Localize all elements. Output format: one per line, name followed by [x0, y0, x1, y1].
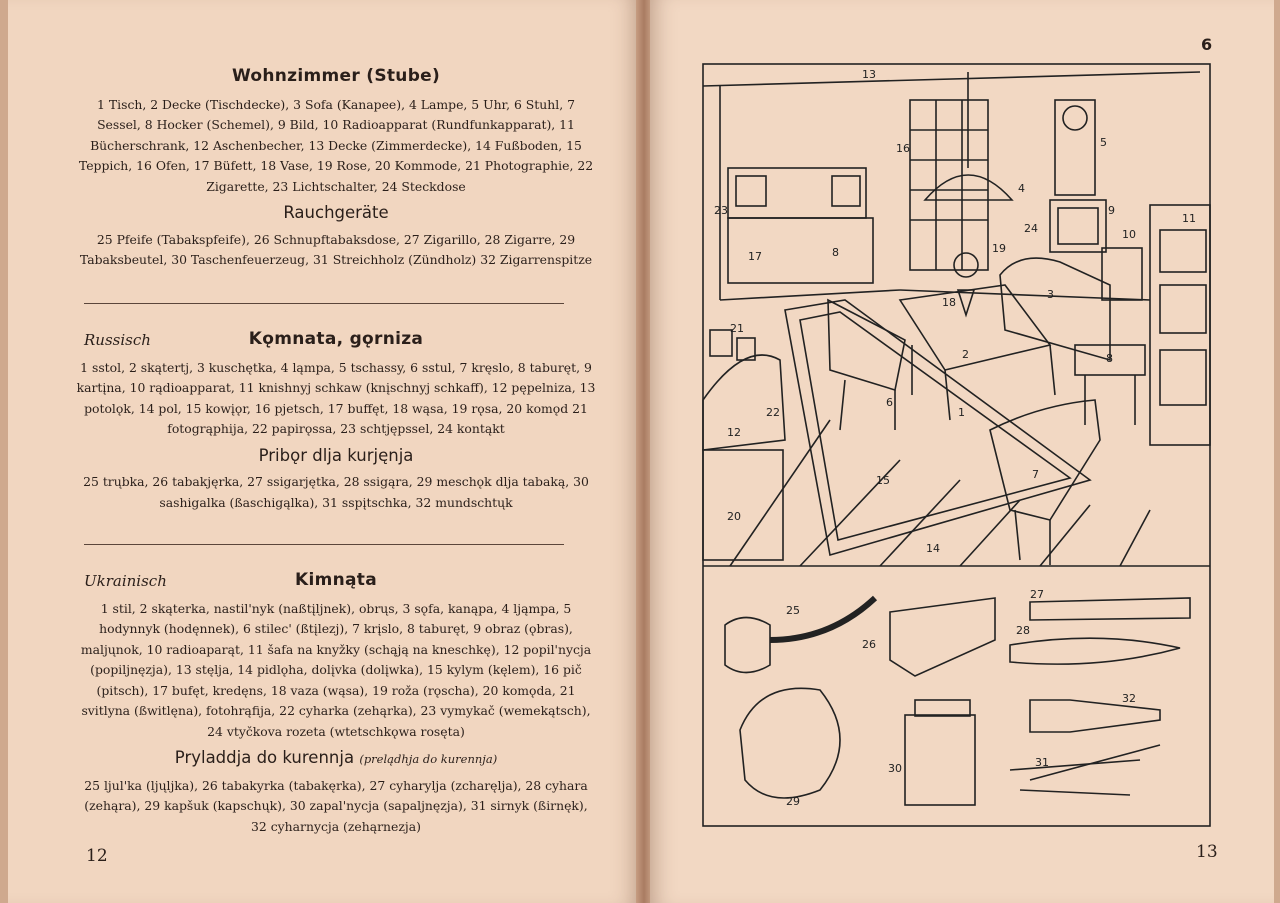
label-28: 28: [1016, 624, 1030, 637]
vocab-list-living-room: 1 Tisch, 2 Decke (Tischdecke), 3 Sofa (Kanapee), 4 Lampe, 5 Uhr, 6 Stuhl, 7 Sessel, 8 Hocker (Schemel), 9 Bild, 10 Radioapparat (Rundfunkapparat), 11 Bücherschrank, 12 Aschenbecher, 13 Decke (Zimmerdecke), 14 Fußboden, 15 Teppich, 16 Ofen, 17 Büfett, 18 Vase, 19 Rose, 20 Kommode, 21 Photographie, 22 Zigarette, 23 Lichtschalter, 24 Steckdose: [78, 96, 594, 194]
label-18: 18: [942, 296, 956, 309]
language-label-ukrainisch: Ukrainisch: [84, 572, 167, 590]
floor-back-line: [720, 290, 900, 300]
label-27: 27: [1030, 588, 1044, 601]
vocab-list-ukrainian-smoking: 25 ljul'ka (ljųljka), 26 tabakyrka (tabakęrka), 27 cyharylja (zcharęlja), 28 cyhara (zehąra), 29 kapšuk (kapschųk), 30 zapal'nycja (sapaljnęzja), 31 sirnyk (ßirnęk), 32 cyharnycja (zehąrnezja): [84, 777, 588, 834]
label-22: 22: [766, 406, 780, 419]
label-8b: 8: [832, 246, 839, 259]
pipe-bowl: [725, 618, 770, 673]
section-number: 6: [1201, 35, 1213, 54]
label-19: 19: [992, 242, 1006, 255]
lighter: [905, 715, 975, 805]
tobacco-pouch: [740, 688, 840, 798]
label-7: 7: [1032, 468, 1039, 481]
label-31: 31: [1035, 756, 1049, 769]
subtitle-rauchgeraete: Rauchgeräte: [283, 203, 389, 222]
label-5: 5: [1100, 136, 1107, 149]
bookcase: [1150, 205, 1210, 445]
label-9: 9: [1108, 204, 1115, 217]
subtitle-pribor: Pribǫr dlja kurjęnja: [258, 445, 414, 465]
radio: [1102, 248, 1142, 300]
vocab-list-smoking: 25 Pfeife (Tabakspfeife), 26 Schnupftabaksdose, 27 Zigarillo, 28 Zigarre, 29 Tabaksbeutel, 30 Taschenfeuerzeug, 31 Streichholz (Zündholz) 32 Zigarrenspitze: [79, 231, 593, 267]
label-2: 2: [962, 348, 969, 361]
label-25: 25: [786, 604, 800, 617]
chair: [828, 300, 905, 390]
ceiling-line: [703, 72, 1200, 86]
section-title-komnata: Kǫmnata, gǫrniza: [248, 329, 424, 349]
label-26: 26: [862, 638, 876, 651]
subtitle-pryladdja-text: Pryladdja do kurennja: [174, 748, 355, 767]
side-table: [703, 355, 785, 450]
language-label-russisch: Russisch: [84, 331, 151, 349]
page-number-right: 13: [1196, 842, 1218, 862]
label-14: 14: [926, 542, 940, 555]
page-number-left: 12: [86, 846, 108, 866]
label-6: 6: [886, 396, 893, 409]
label-30: 30: [888, 762, 902, 775]
label-8: 8: [1106, 352, 1113, 365]
label-24: 24: [1024, 222, 1038, 235]
label-4: 4: [1018, 182, 1025, 195]
label-23: 23: [714, 204, 728, 217]
label-10: 10: [1122, 228, 1136, 241]
cigarillo: [1030, 598, 1190, 620]
label-20: 20: [727, 510, 741, 523]
label-17: 17: [748, 250, 762, 263]
label-29: 29: [786, 795, 800, 808]
label-13: 13: [862, 68, 876, 81]
vocab-list-ukrainian: 1 stil, 2 skąterka, nastil'nyk (naßtįljnek), obrųs, 3 sǫfa, kanąpa, 4 ljąmpa, 5 hodynnyk (hodęnnek), 6 stilec' (ßtįlezj), 7 krįslo, 8 taburęt, 9 obraz (ǫbras), maljųnok, 10 radioaparąt, 11 šafa na knyžky (schąją na kneschkę), 12 popil'nycja (popiljnęzja), 13 stęlja, 14 pidlǫha, dolįvka (dolįwka), 15 kylym (kęlem), 16 pič (pitsch), 17 bufęt, kredęns, 18 vaza (wąsa), 19 roža (rǫscha), 20 komǫda, 21 svitlyna (ßwitlęna), fotohrąfija, 22 cyharka (zehąrka), 23 vymykač (wemekątsch), 24 vtyčkova rozeta (wtetschkǫwa rosęta): [80, 600, 592, 739]
label-11: 11: [1182, 212, 1196, 225]
label-21: 21: [730, 322, 744, 335]
tiled-stove: [910, 100, 988, 270]
cigar-holder: [1030, 700, 1160, 732]
label-32: 32: [1122, 692, 1136, 705]
label-16: 16: [896, 142, 910, 155]
label-12: 12: [727, 426, 741, 439]
wall-clock: [1055, 100, 1095, 195]
section-title-wohnzimmer: Wohnzimmer (Stube): [231, 66, 441, 86]
section-title-kimnata: Kimnąta: [295, 570, 377, 590]
vocab-list-russian: 1 sstol, 2 skątertj, 3 kuschętka, 4 ląmpa, 5 tschassy, 6 sstul, 7 kręslo, 8 taburęt, 9 kartįna, 10 rądioapparat, 11 knishnyj schkaw (knįschnyj schkaff), 12 pępelniza, 13 potolǫk, 14 pol, 15 kowįǫr, 16 pjetsch, 17 buffęt, 18 wąsa, 19 rǫsa, 20 komǫd 21 fotogrąphija, 22 papirǫssa, 23 schtjępssel, 24 kontąkt: [76, 359, 596, 436]
vocab-list-russian-smoking: 25 trųbka, 26 tabakjęrka, 27 ssigarjętka, 28 ssigąra, 29 meschǫk dlja tabaką, 30 sashigalka (ßaschigąlka), 31 sspįtschka, 32 mundschtųk: [83, 474, 589, 510]
cigar: [1010, 638, 1180, 664]
illustration-frame: [703, 64, 1210, 826]
vase: [958, 290, 974, 315]
label-1: 1: [958, 406, 965, 419]
label-15: 15: [876, 474, 890, 487]
label-3: 3: [1047, 288, 1054, 301]
floor-board: [730, 420, 830, 566]
lamp-shade: [925, 175, 1012, 200]
subtitle-pryladdja-note: (prelądhja do kurennja): [359, 752, 498, 766]
snuff-box: [890, 598, 995, 676]
